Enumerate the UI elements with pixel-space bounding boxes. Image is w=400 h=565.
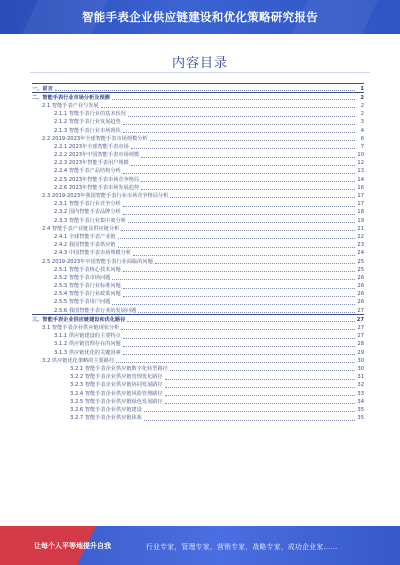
- toc-entry[interactable]: [32, 216, 364, 224]
- toc-entry[interactable]: [32, 142, 364, 150]
- toc-entry-page: 1: [360, 85, 364, 92]
- toc-entry-label: 2.4.3 中国智能手表市场规模分析: [54, 250, 132, 257]
- toc-leader-dots: [123, 354, 355, 355]
- toc-entry-label: 2.5.2 智能手表市场问题: [54, 274, 111, 281]
- toc-entry-page: 16: [357, 184, 364, 191]
- toc-leader-dots: [123, 271, 355, 272]
- toc-entry-label: 2.3.3 智能手表行业集中度分析: [54, 217, 126, 224]
- toc-entry[interactable]: [32, 381, 364, 389]
- toc-leader-dots: [121, 230, 355, 231]
- toc-entry[interactable]: [32, 340, 364, 348]
- toc-leader-dots: [150, 140, 355, 141]
- toc-entry[interactable]: [32, 323, 364, 331]
- toc-entry-label: 2.4.1 全球智能手表产业链: [54, 233, 116, 240]
- toc-leader-dots: [121, 329, 355, 330]
- toc-entry-page: 21: [357, 225, 364, 232]
- toc-entry[interactable]: [32, 183, 364, 191]
- toc-leader-dots: [112, 279, 355, 280]
- toc-entry-label: 3.1.1 供应链建设的主要特点: [54, 333, 121, 340]
- toc-leader-dots: [123, 296, 355, 297]
- toc-entry-page: 3: [360, 119, 364, 126]
- toc-leader-dots: [55, 90, 355, 91]
- toc-entry[interactable]: [32, 373, 364, 381]
- toc-leader-dots: [112, 304, 355, 305]
- toc-entry[interactable]: [32, 232, 364, 240]
- toc-entry[interactable]: [32, 92, 364, 101]
- toc-entry-label: 2.2.1 2023年全球智能手表市场: [54, 143, 129, 150]
- toc-entry[interactable]: [32, 265, 364, 273]
- toc-entry-page: 31: [357, 374, 364, 381]
- toc-entry[interactable]: [32, 414, 364, 422]
- toc-entry-label: 2.1.2 智能手表行业发展趋势: [54, 119, 121, 126]
- divider: [30, 72, 370, 73]
- toc-entry[interactable]: [32, 241, 364, 249]
- toc-entry-label: 三、智能手表企业供应链建设和优化路径: [32, 316, 126, 323]
- toc-entry[interactable]: [32, 83, 364, 92]
- toc-entry[interactable]: [32, 290, 364, 298]
- toc-leader-dots: [127, 321, 355, 322]
- toc-entry[interactable]: [32, 282, 364, 290]
- toc-entry-label: 3.1 智能手表企业供应链现状分析: [42, 325, 120, 332]
- toc-entry[interactable]: [32, 101, 364, 109]
- toc-entry-page: 23: [357, 242, 364, 249]
- toc-entry-label: 2.2.6 2023年智能手表市场发展趋势: [54, 184, 140, 191]
- toc-entry-page: 30: [357, 357, 364, 364]
- toc-entry-page: 32: [357, 382, 364, 389]
- toc-leader-dots: [165, 379, 355, 380]
- toc-title: 内容目录: [171, 56, 228, 71]
- toc-leader-dots: [144, 411, 355, 412]
- toc-entry-label: 3.2.4 智能手表企业供应链风险管理路径: [70, 390, 163, 397]
- toc-leader-dots: [128, 116, 355, 117]
- toc-leader-dots: [138, 312, 355, 313]
- toc-entry[interactable]: [32, 364, 364, 372]
- toc-leader-dots: [128, 222, 355, 223]
- toc-entry-page: 18: [357, 209, 364, 216]
- toc-leader-dots: [123, 206, 355, 207]
- toc-leader-dots: [123, 346, 355, 347]
- toc-entry-page: 29: [357, 349, 364, 356]
- toc-entry-label: 2.1.3 智能手表行业市场现状: [54, 127, 121, 134]
- toc-entry-label: 3.2 供应链优化策略的主要路径: [42, 357, 115, 364]
- toc-entry-page: 24: [357, 250, 364, 257]
- toc-entry-label: 2.5.3 智能手表行业标准问题: [54, 283, 121, 290]
- toc-entry-page: 27: [357, 333, 364, 340]
- toc-entry-page: 2: [360, 102, 364, 109]
- toc-entry-page: 14: [357, 176, 364, 183]
- toc-leader-dots: [141, 157, 355, 158]
- toc-entry-page: 26: [357, 283, 364, 290]
- footer-slogan: 让每个人平等地提升自我: [34, 542, 111, 550]
- toc-entry-page: 27: [357, 325, 364, 332]
- toc-entry-page: 25: [357, 266, 364, 273]
- toc-leader-dots: [170, 370, 355, 371]
- toc-entry-label: 2.5 2019-2023年中国智能手表行业面临的问题: [42, 258, 153, 265]
- toc-leader-dots: [112, 99, 355, 100]
- toc-entry-page: 2: [360, 111, 364, 118]
- toc-entry-label: 2.2.2 2023年中国智能手表市场规模: [54, 152, 140, 159]
- toc-entry-page: 10: [357, 152, 364, 159]
- toc-entry-page: 34: [357, 398, 364, 405]
- toc-entry-label: 2.2 2019-2023年全球智能手表市场规模分析: [42, 135, 148, 142]
- toc-leader-dots: [101, 107, 355, 108]
- toc-entry-page: 17: [357, 201, 364, 208]
- toc-leader-dots: [118, 247, 355, 248]
- footer-tagline: 行业专家，管理专家，营销专家，战略专家，成功企业家……: [146, 543, 338, 551]
- toc-entry-label: 3.2.6 智能手表企业供应链建设: [70, 406, 142, 413]
- toc-entry[interactable]: [32, 257, 364, 265]
- toc-leader-dots: [123, 132, 355, 133]
- toc-leader-dots: [123, 288, 355, 289]
- footer-banner: [0, 526, 400, 565]
- toc-entry-label: 2.1 智能手表产业与发展: [42, 102, 99, 109]
- toc-entry-page: 12: [357, 160, 364, 167]
- toc-entry-page: 28: [357, 341, 364, 348]
- toc-entry-label: 3.2.2 智能手表企业供应链管理优化路径: [70, 374, 163, 381]
- toc-leader-dots: [123, 124, 355, 125]
- toc-entry[interactable]: [32, 167, 364, 175]
- toc-list: [32, 83, 364, 422]
- toc-entry[interactable]: [32, 200, 364, 208]
- report-title: 智能手表企业供应链建设和优化策略研究报告: [82, 10, 318, 24]
- toc-entry[interactable]: [32, 389, 364, 397]
- toc-leader-dots: [118, 238, 355, 239]
- toc-entry-page: 17: [357, 193, 364, 200]
- toc-leader-dots: [141, 181, 355, 182]
- toc-entry-page: 27: [356, 316, 364, 323]
- toc-entry-page: 33: [357, 390, 364, 397]
- toc-leader-dots: [165, 387, 355, 388]
- toc-entry-label: 2.2.5 2023年智能手表市场竞争格局: [54, 176, 140, 183]
- toc-leader-dots: [144, 420, 355, 421]
- toc-entry[interactable]: [32, 151, 364, 159]
- toc-leader-dots: [165, 403, 355, 404]
- toc-entry-label: 2.2.3 2023年智能手表用户规模: [54, 160, 129, 167]
- toc-entry-label: 2.5.4 智能手表行业政策问题: [54, 291, 121, 298]
- toc-entry-page: 35: [357, 406, 364, 413]
- toc-entry-label: 2.3.2 国内智能手表品牌分析: [54, 209, 121, 216]
- toc-leader-dots: [133, 255, 355, 256]
- toc-entry-label: 2.4 智能手表产业链及供应链分析: [42, 225, 120, 232]
- toc-entry-page: 22: [357, 233, 364, 240]
- toc-leader-dots: [123, 214, 355, 215]
- toc-entry[interactable]: [32, 306, 364, 314]
- toc-entry[interactable]: [32, 332, 364, 340]
- toc-entry-page: 4: [360, 127, 364, 134]
- toc-entry[interactable]: [32, 397, 364, 405]
- toc-leader-dots: [165, 395, 355, 396]
- toc-leader-dots: [116, 362, 355, 363]
- toc-entry-page: 19: [357, 217, 364, 224]
- toc-entry-label: 2.3.1 智能手表行业竞争分析: [54, 201, 121, 208]
- toc-entry[interactable]: [32, 348, 364, 356]
- toc-entry[interactable]: [32, 126, 364, 134]
- toc-entry-page: 2: [360, 94, 364, 101]
- toc-entry-label: 3.2.5 智能手表企业供应链绿色发展路径: [70, 398, 163, 405]
- toc-entry-label: 2.2.4 智能手表产品结构分析: [54, 168, 121, 175]
- toc-leader-dots: [170, 197, 355, 198]
- toc-entry[interactable]: [32, 314, 364, 323]
- toc-entry-label: 二、智能手表行业市场分析及预测: [32, 94, 110, 101]
- toc-entry-label: 2.5.6 我国智能手表行业的发展问题: [54, 307, 137, 314]
- toc-entry[interactable]: [32, 249, 364, 257]
- toc-entry-label: 3.2.3 智能手表企业供应链协同发展路径: [70, 382, 163, 389]
- toc-entry[interactable]: [32, 356, 364, 364]
- toc-entry[interactable]: [32, 191, 364, 199]
- toc-entry-label: 2.4.2 我国智能手表供应链: [54, 242, 116, 249]
- toc-entry[interactable]: [32, 175, 364, 183]
- toc-leader-dots: [123, 173, 355, 174]
- toc-entry-page: 26: [357, 291, 364, 298]
- toc-entry-page: 7: [360, 143, 364, 150]
- toc-leader-dots: [123, 338, 355, 339]
- toc-entry[interactable]: [32, 134, 364, 142]
- toc-entry-page: 6: [360, 135, 364, 142]
- toc-entry[interactable]: [32, 110, 364, 118]
- toc-leader-dots: [155, 263, 355, 264]
- toc-entry[interactable]: [32, 273, 364, 281]
- header-banner: [0, 0, 400, 34]
- toc-entry-label: 2.3 2019-2023年我国智能手表行业市场竞争格局分析: [42, 193, 169, 200]
- toc-entry[interactable]: [32, 298, 364, 306]
- toc-leader-dots: [131, 148, 355, 149]
- toc-entry-label: 2.5.1 智能手表核心技术问题: [54, 266, 121, 273]
- toc-leader-dots: [141, 189, 355, 190]
- toc-entry[interactable]: [32, 224, 364, 232]
- toc-entry-label: 2.1.1 智能手表行业的基本状况: [54, 111, 126, 118]
- toc-entry-page: 35: [357, 415, 364, 422]
- toc-entry-label: 2.5.5 智能手表用户问题: [54, 299, 111, 306]
- toc-entry-page: 26: [357, 274, 364, 281]
- toc-entry-page: 25: [357, 258, 364, 265]
- toc-entry[interactable]: [32, 405, 364, 413]
- toc-entry-label: 3.1.3 供应链优化的关键因素: [54, 349, 121, 356]
- toc-entry-page: 26: [357, 299, 364, 306]
- toc-entry[interactable]: [32, 159, 364, 167]
- toc-leader-dots: [131, 165, 355, 166]
- toc-entry[interactable]: [32, 208, 364, 216]
- toc-entry-label: 3.2.1 智能手表企业供应链数字化转型路径: [70, 365, 168, 372]
- toc-entry-page: 30: [357, 365, 364, 372]
- toc-entry-page: 13: [357, 168, 364, 175]
- toc-entry-page: 27: [357, 307, 364, 314]
- toc-entry-label: 3.1.2 供应链管理存在的问题: [54, 341, 121, 348]
- toc-entry-label: 一、前言: [32, 85, 53, 92]
- toc-entry[interactable]: [32, 118, 364, 126]
- toc-entry-label: 3.2.7 智能手表企业供应链体系: [70, 415, 142, 422]
